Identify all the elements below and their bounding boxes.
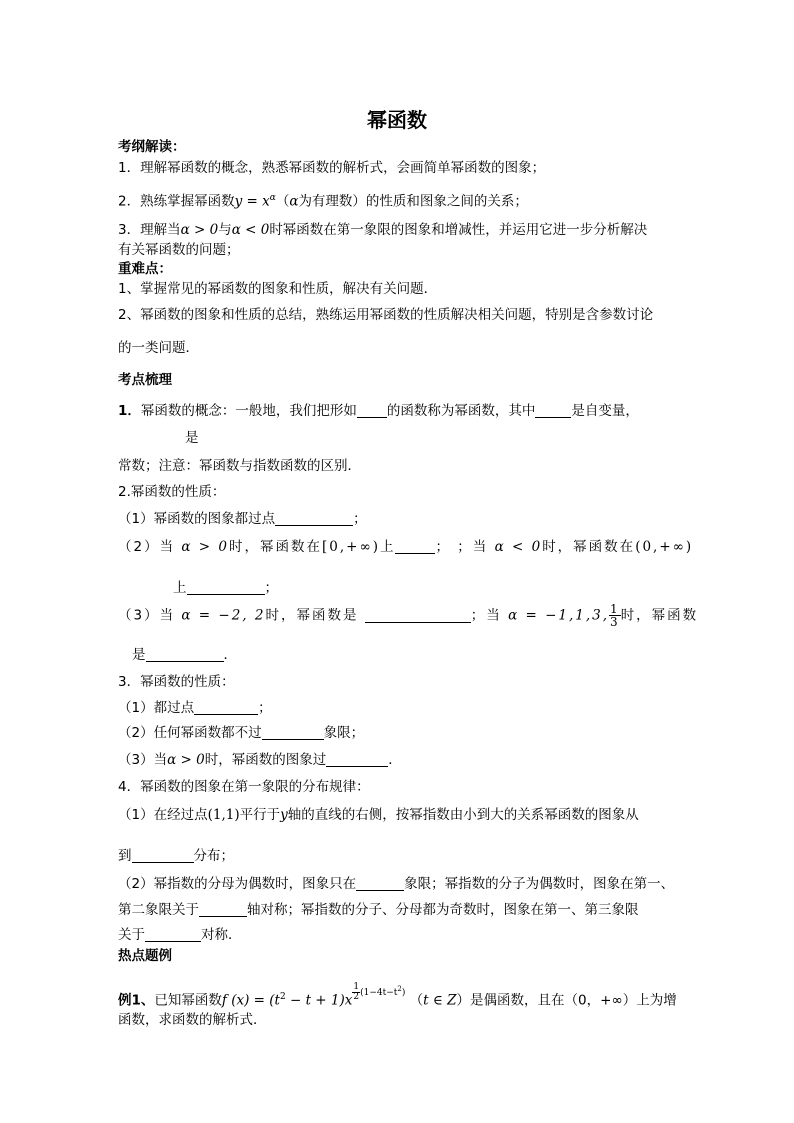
concept-line-2: 是 (185, 430, 199, 446)
blank (132, 848, 194, 863)
blank (262, 725, 324, 740)
blank (365, 608, 471, 623)
property-2-cont: 上 ； (173, 580, 278, 596)
blank (275, 511, 353, 526)
section-heading-examples: 热点题例 (118, 948, 172, 964)
section-heading-review: 考点梳理 (118, 372, 172, 388)
section-heading-syllabus: 考纲解读： (118, 139, 186, 155)
distribution-line-2: 到 分布； (118, 848, 234, 864)
concept-line-1: 1．幂函数的概念：一般地，我们把形如 的函数称为幂函数，其中 是自变量， (118, 403, 639, 419)
property-3: （3）当 α = −2, 2时，幂函数是 ；当 α = −1,1,3, $\frac{1}{3}$ 时，幂函数 (118, 602, 699, 629)
blank (326, 752, 388, 767)
property-1: （1）幂函数的图象都过点 ； (118, 511, 367, 527)
distribution-heading: 4．幂函数的图象在第一象限的分布规律： (118, 779, 370, 795)
blank (194, 700, 258, 715)
distribution-line-4: 第二象限关于 轴对称；幂指数的分子、分母都为奇数时，图象在第一、第三象限 (118, 902, 639, 918)
concept-line-3: 常数；注意：幂函数与指数函数的区别． (118, 458, 361, 474)
key-point-2: 2、幂函数的图象和性质的总结，熟练运用幂函数的性质解决相关问题，特别是含参数讨论 (118, 307, 654, 323)
syllabus-line-3: 3．理解当α > 0与α < 0时幂函数在第一象限的图象和增减性，并运用它进一步分析解决 (118, 222, 648, 238)
property-b-2: （2）任何幂函数都不过 象限； (118, 725, 365, 741)
blank (145, 927, 201, 942)
blank (187, 580, 265, 595)
distribution-line-3: （2）幂指数的分母为偶数时，图象只在 象限；幂指数的分子为偶数时，图象在第一、 (118, 876, 675, 892)
property-2: （2）当 α > 0时，幂函数在[0,+∞)上 ； ；当 α < 0时，幂函数在(0,+∞) (118, 539, 694, 555)
distribution-line-5: 关于 对称． (118, 927, 242, 943)
properties-heading: 2.幂函数的性质： (118, 484, 226, 500)
example-1-line-1: 例1、已知幂函数f $(x) = (t^2 - t + 1)x$ $^{\frac{1}{2} (1-4t-t^2)}$ （t ∈ Z）是偶函数，且在（0，+∞）上为增 (118, 982, 677, 1009)
blank (356, 876, 404, 891)
page-title: 幂函数 (367, 108, 427, 132)
key-point-3: 的一类问题． (118, 340, 199, 356)
blank (535, 403, 571, 418)
syllabus-line-2: 2．熟练掌握幂函数$y = x^\alpha(\alpha$为有理数）的性质和图象之间的关系； (118, 193, 528, 210)
blank (357, 403, 387, 418)
property-b-1: （1）都过点 ； (118, 700, 272, 716)
syllabus-line-4: 有关幂函数的问题； (118, 242, 240, 258)
property-b-3: （3）当α > 0时，幂函数的图象过 ． (118, 752, 402, 768)
distribution-line-1: （1）在经过点(1,1)平行于y轴的直线的右侧，按幂指数由小到大的关系幂函数的图象从 (118, 807, 639, 823)
properties-heading-2: 3．幂函数的性质： (118, 674, 235, 690)
example-1-line-2: 函数，求函数的解析式． (118, 1012, 267, 1028)
section-heading-key-points: 重难点： (118, 261, 172, 277)
key-point-1: 1、掌握常见的幂函数的图象和性质，解决有关问题． (118, 281, 438, 297)
syllabus-line-1: 1．理解幂函数的概念，熟悉幂函数的解析式，会画简单幂函数的图象； (118, 160, 546, 176)
blank (199, 902, 247, 917)
property-3-cont: 是 ． (132, 647, 237, 663)
blank (146, 647, 224, 662)
blank (395, 539, 435, 554)
